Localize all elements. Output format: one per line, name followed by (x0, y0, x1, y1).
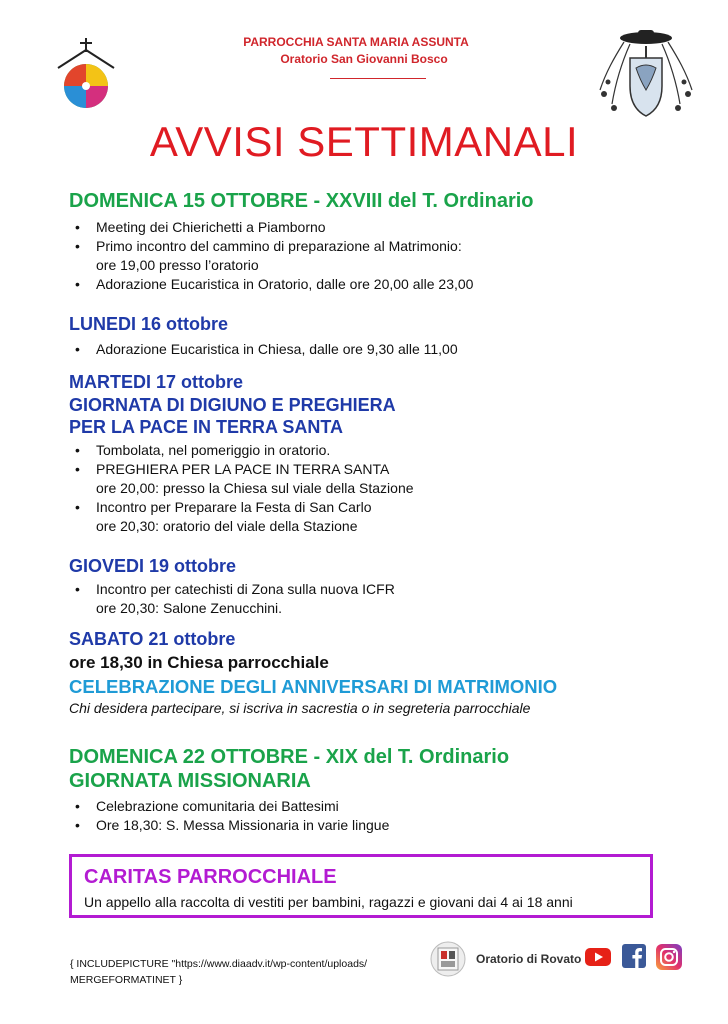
list-item-continuation: ore 20,30: oratorio del viale della Stazione (96, 518, 358, 534)
section-subheading: PER LA PACE IN TERRA SANTA (69, 417, 344, 437)
event-note: Chi desidera partecipare, si iscriva in sacrestia o in segreteria parrocchiale (69, 700, 531, 716)
instagram-icon[interactable] (656, 944, 682, 970)
section-heading: MARTEDI 17 ottobre (69, 372, 244, 392)
list-item-continuation: ore 20,00: presso la Chiesa sul viale della Stazione (96, 480, 414, 496)
caritas-text: Un appello alla raccolta di vestiti per bambini, ragazzi e giovani dai 4 ai 18 anni (84, 894, 573, 910)
facebook-icon[interactable] (622, 944, 646, 968)
list-item: • Incontro per Preparare la Festa di San Carlo (69, 498, 709, 517)
list-item: • Adorazione Eucaristica in Oratorio, dalle ore 20,00 alle 23,00 (69, 275, 709, 294)
section-heading: LUNEDI 16 ottobre (69, 314, 229, 334)
section-subheading: GIORNATA MISSIONARIA (69, 770, 311, 792)
event-time: ore 18,30 in Chiesa parrocchiale (69, 653, 329, 672)
section-sabato-21 (69, 629, 719, 716)
section-heading: SABATO 21 ottobre (69, 629, 236, 649)
list-item: • Meeting dei Chierichetti a Piamborno (69, 218, 709, 237)
youtube-icon[interactable] (585, 948, 611, 966)
list-item: • Celebrazione comunitaria dei Battesimi (69, 797, 709, 816)
section-giovedi-19 (69, 556, 709, 618)
header-divider (330, 78, 426, 80)
bishop-crest-icon (594, 28, 698, 124)
oratory-label: Oratorio di Rovato (476, 952, 582, 966)
event-title: CELEBRAZIONE DEGLI ANNIVERSARI DI MATRIMONIO (69, 676, 558, 697)
section-heading: DOMENICA 15 OTTOBRE - XXVIII del T. Ordinario (69, 190, 534, 212)
caritas-box (69, 854, 653, 918)
footer-field-code (70, 956, 367, 988)
section-martedi-17 (69, 372, 709, 536)
section-heading: DOMENICA 22 OTTOBRE - XIX del T. Ordinario (69, 746, 510, 768)
parish-name: PARROCCHIA SANTA MARIA ASSUNTA (243, 35, 469, 49)
section-lunedi-16 (69, 314, 709, 359)
list-item: • Adorazione Eucaristica in Chiesa, dalle ore 9,30 alle 11,00 (69, 340, 709, 359)
field-code-line: { INCLUDEPICTURE "https://www.diaadv.it/wp-content/uploads/ (70, 958, 368, 970)
field-code-line: MERGEFORMATINET } (70, 974, 183, 986)
section-domenica-15 (69, 190, 709, 294)
section-heading: GIOVEDI 19 ottobre (69, 556, 237, 576)
page-title: AVVISI SETTIMANALI (149, 118, 579, 165)
list-item: • Tombolata, nel pomeriggio in oratorio. (69, 441, 709, 460)
section-subheading: GIORNATA DI DIGIUNO E PREGHIERA (69, 395, 396, 415)
list-item: • PREGHIERA PER LA PACE IN TERRA SANTA (69, 460, 709, 479)
list-item-continuation: ore 20,30: Salone Zenucchini. (96, 600, 283, 616)
section-domenica-22 (69, 746, 709, 835)
list-item-continuation: ore 19,00 presso l’oratorio (96, 257, 259, 273)
caritas-title: CARITAS PARROCCHIALE (84, 866, 337, 888)
oratory-name: Oratorio San Giovanni Bosco (280, 52, 448, 66)
list-item: • Incontro per catechisti di Zona sulla nuova ICFR (69, 580, 709, 599)
oratory-logo-icon (430, 941, 466, 977)
list-item: • Primo incontro del cammino di preparazione al Matrimonio: (69, 237, 709, 256)
list-item: • Ore 18,30: S. Messa Missionaria in varie lingue (69, 816, 709, 835)
